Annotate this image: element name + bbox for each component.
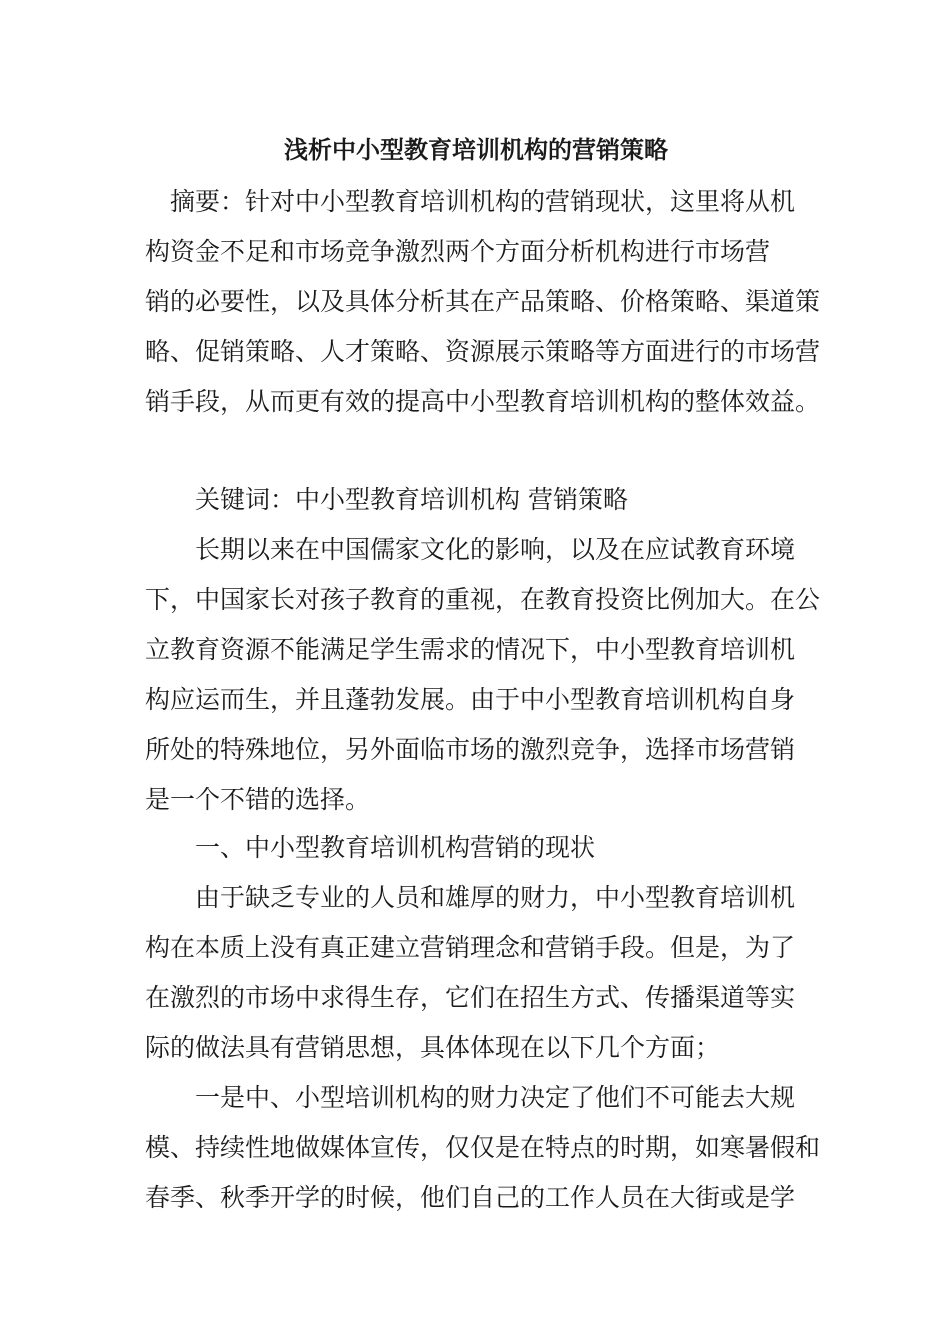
point1-line-1: 一是中、小型培训机构的财力决定了他们不可能去大规: [145, 1083, 796, 1112]
abstract-line-2: 构资金不足和市场竞争激烈两个方面分析机构进行市场营: [145, 237, 771, 266]
section1-line-4: 际的做法具有营销思想，具体体现在以下几个方面；: [145, 1033, 721, 1062]
abstract-line-3: 销的必要性，以及具体分析其在产品策略、价格策略、渠道策: [145, 287, 821, 316]
section1-line-3: 在激烈的市场中求得生存，它们在招生方式、传播渠道等实: [145, 983, 796, 1012]
abstract-line-4: 略、促销策略、人才策略、资源展示策略等方面进行的市场营: [145, 337, 821, 366]
keywords-line: 关键词：中小型教育培训机构 营销策略: [145, 485, 628, 514]
intro-line-4: 构应运而生，并且蓬勃发展。由于中小型教育培训机构自身: [145, 685, 796, 714]
intro-line-2: 下，中国家长对孩子教育的重视，在教育投资比例加大。在公: [145, 585, 821, 614]
section-heading-1: 一、中小型教育培训机构营销的现状: [145, 833, 596, 862]
section1-line-1: 由于缺乏专业的人员和雄厚的财力，中小型教育培训机: [145, 883, 796, 912]
abstract-line-5: 销手段，从而更有效的提高中小型教育培训机构的整体效益。: [145, 387, 821, 416]
point1-line-2: 模、持续性地做媒体宣传，仅仅是在特点的时期，如寒暑假和: [145, 1133, 821, 1162]
abstract-line-1: 摘要：针对中小型教育培训机构的营销现状，这里将从机: [145, 187, 796, 216]
intro-line-1: 长期以来在中国儒家文化的影响，以及在应试教育环境: [145, 535, 796, 564]
intro-line-5: 所处的特殊地位，另外面临市场的激烈竞争，选择市场营销: [145, 735, 796, 764]
intro-line-3: 立教育资源不能满足学生需求的情况下，中小型教育培训机: [145, 635, 796, 664]
point1-line-3: 春季、秋季开学的时候，他们自己的工作人员在大街或是学: [145, 1183, 796, 1212]
intro-line-6: 是一个不错的选择。: [145, 785, 371, 814]
section1-line-2: 构在本质上没有真正建立营销理念和营销手段。但是，为了: [145, 933, 796, 962]
document-title: 浅析中小型教育培训机构的营销策略: [284, 136, 668, 164]
